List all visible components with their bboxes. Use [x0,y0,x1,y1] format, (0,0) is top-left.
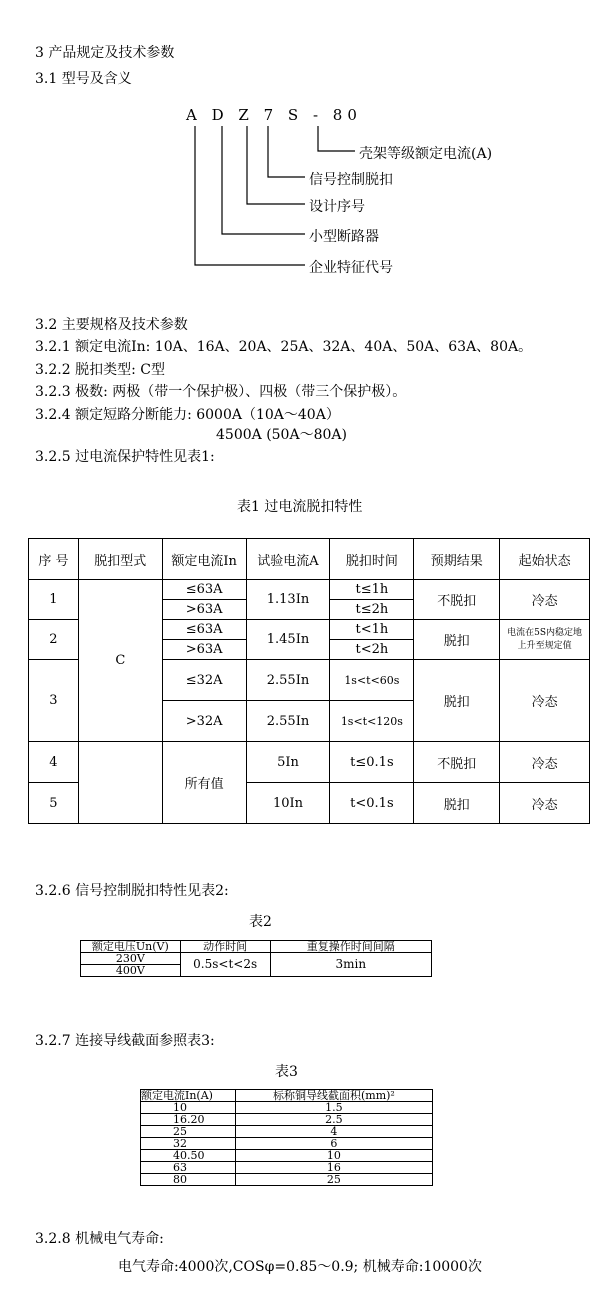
table-row [141,1126,433,1138]
lifetime-line: 电气寿命:4000次,COSφ=0.85～0.9; 机械寿命:10000次 [118,1259,482,1275]
row5-time: t<0.1s [330,783,414,824]
row1-test: 1.13In [246,580,330,620]
row3-time-b: 1s<t<120s [330,701,414,742]
model-part-design-no: 设计序号 [309,199,365,215]
t3-section: 10 [235,1150,432,1162]
section-3-title: 3 产品规定及技术参数 [35,45,175,61]
leader-line-design-no [247,126,305,204]
line-3-2-5: 3.2.5 过电流保护特性见表1: [35,449,215,465]
header-test-current: 试验电流A [246,539,330,580]
model-part-frame-current: 壳架等级额定电流(A) [359,146,493,162]
row2-test: 1.45In [246,620,330,660]
t2-voltage-400: 400V [81,965,181,977]
table-row [29,742,590,783]
header-trip-time: 脱扣时间 [330,539,414,580]
table-row [141,1102,433,1114]
row3-time-a: 1s<t<60s [330,660,414,701]
row3-state: 冷态 [500,660,590,742]
row2-result: 脱扣 [414,620,500,660]
section-3-2-8-title: 3.2.8 机械电气寿命: [35,1231,164,1247]
header-initial-state: 起始状态 [500,539,590,580]
model-part-mcb: 小型断路器 [309,229,379,245]
row5-state: 冷态 [500,783,590,824]
row3-no: 3 [29,660,79,742]
signal-trip-table [80,940,432,977]
row4-no: 4 [29,742,79,783]
row3-result: 脱扣 [414,660,500,742]
t3-header-section: 标称铜导线截面积(mm)² [235,1090,432,1102]
header-no: 序 号 [29,539,79,580]
line-3-2-4: 3.2.4 额定短路分断能力: 6000A（10A～40A） [35,407,340,423]
section-3-2-6-title: 3.2.6 信号控制脱扣特性见表2: [35,883,229,899]
row4-time: t≤0.1s [330,742,414,783]
row4-test: 5In [246,742,330,783]
row5-test: 10In [246,783,330,824]
t2-action-time: 0.5s<t<2s [180,953,270,977]
all-values: 所有值 [162,742,246,824]
trip-type-c: C [78,580,162,742]
row2-state: 电流在5S内稳定地上升至规定值 [500,620,590,660]
row1-time-a: t≤1h [330,580,414,600]
t3-current: 10 [141,1102,236,1114]
t2-interval: 3min [270,953,431,977]
table-row [141,1138,433,1150]
row1-rated-a: ≤63A [162,580,246,600]
wire-section-table [140,1089,433,1186]
table-row [141,1162,433,1174]
table1-caption: 表1 过电流脱扣特性 [237,499,363,515]
header-rated-current: 额定电流In [162,539,246,580]
row2-time-a: t<1h [330,620,414,640]
t3-header-rated-current: 额定电流In(A) [141,1090,236,1102]
t3-section: 1.5 [235,1102,432,1114]
row1-state: 冷态 [500,580,590,620]
row3-rated-b: >32A [162,701,246,742]
line-3-2-4-continued: 4500A (50A～80A) [216,427,347,443]
row4-result: 不脱扣 [414,742,500,783]
t3-section: 4 [235,1126,432,1138]
leader-line-signal-trip [268,126,305,177]
row2-rated-b: >63A [162,640,246,660]
t3-section: 2.5 [235,1114,432,1126]
t3-current: 16.20 [141,1114,236,1126]
table-row [141,1114,433,1126]
table-row [141,1174,433,1186]
section-3-2-7-title: 3.2.7 连接导线截面参照表3: [35,1033,215,1049]
t3-current: 63 [141,1162,236,1174]
row3-test-b: 2.55In [246,701,330,742]
table-header-row [29,539,590,580]
section-3-1-title: 3.1 型号及含义 [35,71,132,87]
model-part-company-code: 企业特征代号 [309,260,393,276]
t3-current: 40.50 [141,1150,236,1162]
header-expected-result: 预期结果 [414,539,500,580]
leader-line-mcb [222,126,305,234]
t3-current: 80 [141,1174,236,1186]
overcurrent-trip-table [28,538,590,824]
table-row [141,1150,433,1162]
table3-caption: 表3 [275,1064,298,1080]
model-code-diagram [0,0,614,300]
table-row [29,580,590,600]
t3-current: 25 [141,1126,236,1138]
row1-time-b: t≤2h [330,600,414,620]
t3-section: 16 [235,1162,432,1174]
line-3-2-2: 3.2.2 脱扣类型: C型 [35,362,165,378]
leader-line-frame-current [318,126,355,151]
t2-header-action-time: 动作时间 [180,941,270,953]
row2-time-b: t<2h [330,640,414,660]
table-header-row [81,941,432,953]
leader-line-company-code [195,126,305,265]
t2-header-interval: 重复操作时间间隔 [270,941,431,953]
row2-rated-a: ≤63A [162,620,246,640]
row4-state: 冷态 [500,742,590,783]
row5-no: 5 [29,783,79,824]
t2-header-voltage: 额定电压Un(V) [81,941,181,953]
t3-section: 6 [235,1138,432,1150]
section-3-2-title: 3.2 主要规格及技术参数 [35,317,188,333]
row2-no: 2 [29,620,79,660]
table-row [81,953,432,965]
line-3-2-3: 3.2.3 极数: 两极（带一个保护极）、四极（带三个保护极）。 [35,384,407,400]
table-header-row [141,1090,433,1102]
line-3-2-1: 3.2.1 额定电流In: 10A、16A、20A、25A、32A、40A、50A、63A、80A。 [35,339,533,355]
row4-trip-type-empty [78,742,162,783]
table-row [29,783,590,824]
model-code: A D Z 7 S - 80 [186,106,362,124]
row3-test-a: 2.55In [246,660,330,701]
t3-current: 32 [141,1138,236,1150]
row3-rated-a: ≤32A [162,660,246,701]
model-part-signal-trip: 信号控制脱扣 [309,172,393,188]
header-trip-type: 脱扣型式 [78,539,162,580]
row1-result: 不脱扣 [414,580,500,620]
row1-no: 1 [29,580,79,620]
t2-voltage-230: 230V [81,953,181,965]
row5-trip-type-empty [78,783,162,824]
row5-result: 脱扣 [414,783,500,824]
t3-section: 25 [235,1174,432,1186]
row1-rated-b: >63A [162,600,246,620]
table2-caption: 表2 [249,914,272,930]
